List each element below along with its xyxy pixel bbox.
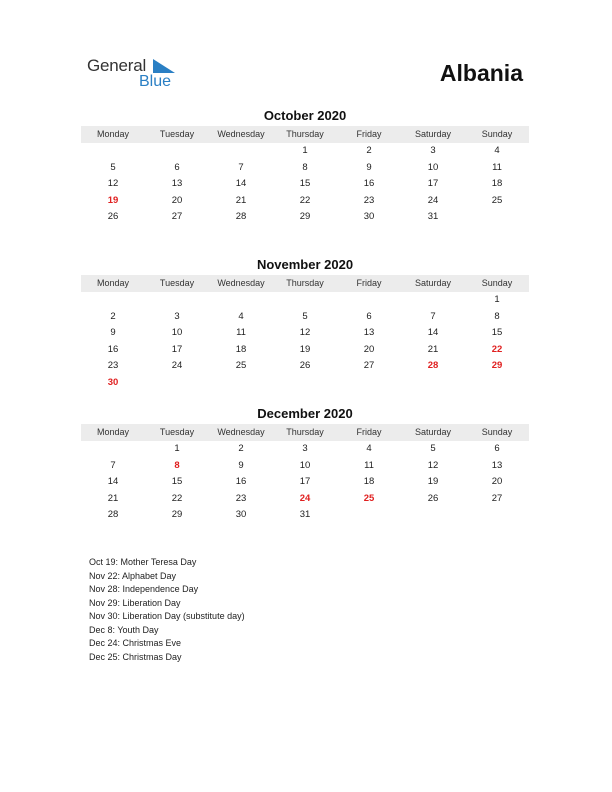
day-cell: 30 [235,509,247,521]
day-cell: 12 [299,327,311,339]
day-cell [465,209,529,226]
day-cell: 28 [107,509,119,521]
day-cell: 9 [110,327,116,339]
weekday-label: Monday [96,427,130,437]
month-calendar [81,107,529,226]
day-cell [401,507,465,524]
day-cell [145,375,209,392]
month-title: December 2020 [257,406,353,421]
day-cell: 23 [107,360,119,372]
weekday-label: Tuesday [159,427,195,437]
day-cell: 25 [363,492,375,504]
day-cell: 18 [491,178,503,190]
weekday-label: Wednesday [217,278,265,288]
holiday-list-item: Nov 28: Independence Day [89,584,199,594]
day-cell: 9 [366,161,372,173]
day-cell: 23 [235,492,247,504]
day-cell: 7 [238,161,244,173]
day-cell: 16 [363,178,375,190]
day-cell: 26 [427,492,439,504]
day-cell: 17 [171,343,183,355]
weekday-label: Sunday [481,278,513,288]
day-cell [209,292,273,309]
weekday-header-row [81,126,529,143]
weekday-label: Tuesday [159,129,195,139]
day-cell: 10 [171,327,183,339]
day-cell: 15 [299,178,311,190]
weekday-label: Sunday [481,129,513,139]
day-cell: 8 [494,310,500,322]
week-row [81,176,529,193]
week-row [81,160,529,177]
weekday-label: Monday [96,129,130,139]
day-cell: 3 [174,310,180,322]
weekday-label: Friday [356,129,382,139]
day-cell: 11 [236,327,246,339]
day-cell: 14 [107,476,119,488]
day-cell: 8 [302,161,308,173]
day-cell [81,292,145,309]
day-cell: 19 [107,194,119,206]
week-row [81,375,529,392]
week-row [81,193,529,210]
day-cell: 25 [235,360,247,372]
day-cell: 22 [171,492,183,504]
weekday-header-row [81,275,529,292]
week-row [81,143,529,160]
day-cell: 10 [299,459,311,471]
day-cell: 23 [363,194,375,206]
day-cell [337,375,401,392]
day-cell: 11 [364,459,374,471]
day-cell [81,143,145,160]
day-cell: 20 [171,194,183,206]
day-cell: 18 [235,343,247,355]
holiday-list-item: Dec 25: Christmas Day [89,651,182,662]
weekday-header-row [81,424,529,441]
holiday-list-item: Oct 19: Mother Teresa Day [89,557,197,567]
day-cell [401,375,465,392]
day-cell: 21 [107,492,119,504]
week-row [81,292,529,309]
day-cell: 27 [491,492,503,504]
day-cell: 26 [299,360,311,372]
day-cell: 28 [235,211,247,223]
day-cell [401,292,465,309]
holiday-list [89,556,245,664]
day-cell: 19 [299,343,311,355]
day-cell [273,292,337,309]
weekday-label: Friday [356,427,382,437]
day-cell: 31 [299,509,311,521]
day-cell: 5 [430,443,436,454]
weekday-label: Thursday [286,129,324,139]
day-cell: 15 [491,327,503,339]
day-cell: 27 [171,211,183,223]
day-cell: 24 [427,194,439,206]
day-cell [273,375,337,392]
day-cell: 9 [238,459,244,471]
weekday-label: Friday [356,278,382,288]
day-cell: 10 [427,161,439,173]
day-cell: 30 [107,376,119,388]
weekday-label: Saturday [414,427,452,437]
week-row [81,491,529,508]
day-cell: 25 [491,194,503,206]
day-cell: 27 [363,360,375,372]
week-row [81,342,529,359]
weekday-label: Wednesday [217,129,265,139]
day-cell: 6 [494,443,500,454]
day-cell: 28 [427,360,439,372]
holiday-list-item: Nov 29: Liberation Day [89,597,181,608]
day-cell: 16 [235,476,247,488]
day-cell [145,143,209,160]
day-cell: 11 [492,161,502,173]
weekday-label: Tuesday [159,278,195,288]
week-row [81,507,529,524]
weekday-label: Monday [96,278,130,288]
day-cell: 13 [363,327,375,339]
day-cell: 2 [238,443,244,454]
week-row [81,325,529,342]
day-cell: 6 [366,310,372,322]
day-cell: 1 [494,294,500,305]
day-cell: 24 [299,492,311,504]
day-cell: 29 [491,360,503,372]
day-cell: 14 [235,178,247,190]
day-cell: 4 [238,310,244,322]
weekday-label: Saturday [414,278,452,288]
day-cell: 3 [430,145,436,156]
weekday-label: Saturday [414,129,452,139]
month-title: November 2020 [256,257,354,272]
day-cell: 18 [363,476,375,488]
month-calendar [81,405,529,524]
day-cell [465,375,529,392]
holiday-list-item: Dec 24: Christmas Eve [89,638,182,648]
day-cell: 15 [171,476,183,488]
day-cell: 17 [427,178,439,190]
week-row [81,358,529,375]
day-cell: 31 [427,211,439,223]
holiday-list-item: Nov 22: Alphabet Day [89,570,177,581]
week-row [81,209,529,226]
day-cell: 14 [427,327,439,339]
day-cell: 20 [363,343,375,355]
day-cell: 12 [107,178,119,190]
day-cell [465,507,529,524]
day-cell: 6 [174,161,180,173]
week-row [81,474,529,491]
day-cell: 5 [110,161,116,173]
day-cell: 17 [299,476,311,488]
generalblue-logo [87,56,187,92]
logo-word-blue: Blue [139,73,172,90]
day-cell: 19 [427,476,439,488]
day-cell [81,441,145,458]
day-cell [209,143,273,160]
day-cell: 13 [171,178,183,190]
week-row [81,441,529,458]
country-title: Albania [439,60,523,86]
day-cell: 4 [366,443,372,454]
day-cell: 30 [363,211,375,223]
logo-word-general: General [87,56,147,75]
day-cell [337,292,401,309]
day-cell: 21 [427,343,439,355]
day-cell: 16 [107,343,119,355]
day-cell: 1 [174,443,180,454]
holiday-list-item: Nov 30: Liberation Day (substitute day) [89,611,245,621]
day-cell: 2 [366,145,372,156]
weekday-label: Thursday [286,427,324,437]
day-cell: 8 [174,459,180,471]
month-calendar [81,256,529,392]
day-cell: 20 [491,476,503,488]
week-row [81,458,529,475]
day-cell: 3 [302,443,308,454]
logo-triangle-icon [151,59,175,73]
day-cell: 12 [427,459,439,471]
weekday-label: Wednesday [217,427,265,437]
day-cell: 7 [430,310,436,322]
holiday-list-item: Dec 8: Youth Day [89,624,159,635]
weekday-label: Thursday [286,278,324,288]
month-title: October 2020 [263,108,347,123]
day-cell: 2 [110,310,116,322]
day-cell: 29 [299,211,311,223]
day-cell: 1 [302,145,308,156]
day-cell: 22 [299,194,311,206]
day-cell: 26 [107,211,119,223]
day-cell: 24 [171,360,183,372]
day-cell: 7 [110,459,116,471]
day-cell: 13 [491,459,503,471]
day-cell: 29 [171,509,183,521]
day-cell: 22 [491,343,503,355]
day-cell [209,375,273,392]
day-cell [337,507,401,524]
week-row [81,309,529,326]
day-cell: 5 [302,310,308,322]
weekday-label: Sunday [481,427,513,437]
day-cell: 4 [494,145,500,156]
day-cell [145,292,209,309]
day-cell: 21 [235,194,247,206]
